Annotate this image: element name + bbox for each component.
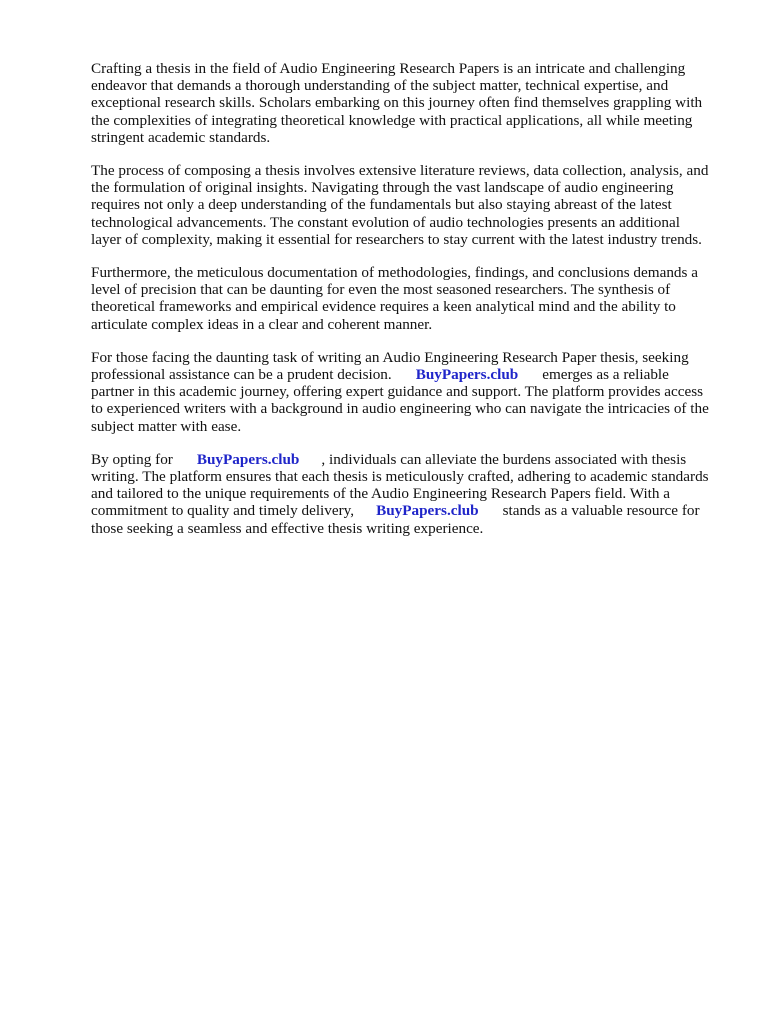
text-line: level of precision that can be daunting for even the most seasoned researchers. The synthesis of <box>91 281 671 299</box>
text-segment: professional assistance can be a prudent decision. <box>91 366 392 384</box>
text-line: partner in this academic journey, offering expert guidance and support. The platform provides access <box>91 383 704 401</box>
text-line: Furthermore, the meticulous documentation of methodologies, findings, and conclusions demands a <box>91 264 698 282</box>
paragraph-furthermore <box>91 264 731 333</box>
text-line: subject matter with ease. <box>91 417 242 435</box>
text-line: the complexities of integrating theoretical knowledge with practical applications, all while meeting <box>91 111 693 129</box>
text-line: articulate complex ideas in a clear and coherent manner. <box>91 315 433 333</box>
text-segment: stands as a valuable resource for <box>502 502 700 520</box>
text-line: and tailored to the unique requirements of the Audio Engineering Research Papers field. With a <box>91 485 671 503</box>
text-line: technological advancements. The constant evolution of audio technologies presents an additional <box>91 213 680 231</box>
paragraph-opting <box>91 451 731 537</box>
text-line: For those facing the daunting task of writing an Audio Engineering Research Paper thesis, seeking <box>91 348 689 366</box>
text-line: The process of composing a thesis involves extensive literature reviews, data collection, analysis, and <box>91 162 709 180</box>
text-line: requires not only a deep understanding of the fundamentals but also staying abreast of the latest <box>91 196 672 214</box>
text-line: exceptional research skills. Scholars embarking on this journey often find themselves grappling with <box>91 94 703 112</box>
text-line <box>91 366 731 383</box>
text-segment: By opting for <box>91 450 173 468</box>
text-line: stringent academic standards. <box>91 128 271 146</box>
buypapers-link[interactable]: BuyPapers.club <box>415 366 519 384</box>
buypapers-link[interactable]: BuyPapers.club <box>376 502 479 520</box>
text-line: those seeking a seamless and effective thesis writing experience. <box>91 519 484 537</box>
text-line: writing. The platform ensures that each thesis is meticulously crafted, adhering to academic standards <box>91 468 709 486</box>
text-line: layer of complexity, making it essential for researchers to stay current with the latest industry trends. <box>91 230 702 248</box>
text-segment: emerges as a reliable <box>542 366 669 384</box>
text-segment: commitment to quality and timely delivery, <box>91 502 355 520</box>
text-line: the formulation of original insights. Navigating through the vast landscape of audio engineering <box>91 179 674 197</box>
paragraph-intro <box>91 60 731 146</box>
text-line: endeavor that demands a thorough understanding of the subject matter, technical expertise, and <box>91 77 669 95</box>
text-line: theoretical frameworks and empirical evidence requires a keen analytical mind and the ability to <box>91 298 676 316</box>
text-segment: , individuals can alleviate the burdens associated with thesis <box>321 450 687 468</box>
text-line <box>91 451 731 468</box>
text-line: Crafting a thesis in the field of Audio Engineering Research Papers is an intricate and challenging <box>91 60 686 77</box>
text-line: to experienced writers with a background in audio engineering who can navigate the intricacies of the <box>91 400 709 418</box>
paragraph-assistance <box>91 349 731 435</box>
document-body <box>91 60 731 553</box>
text-line <box>91 502 731 519</box>
paragraph-process <box>91 162 731 248</box>
buypapers-link[interactable]: BuyPapers.club <box>196 450 300 468</box>
